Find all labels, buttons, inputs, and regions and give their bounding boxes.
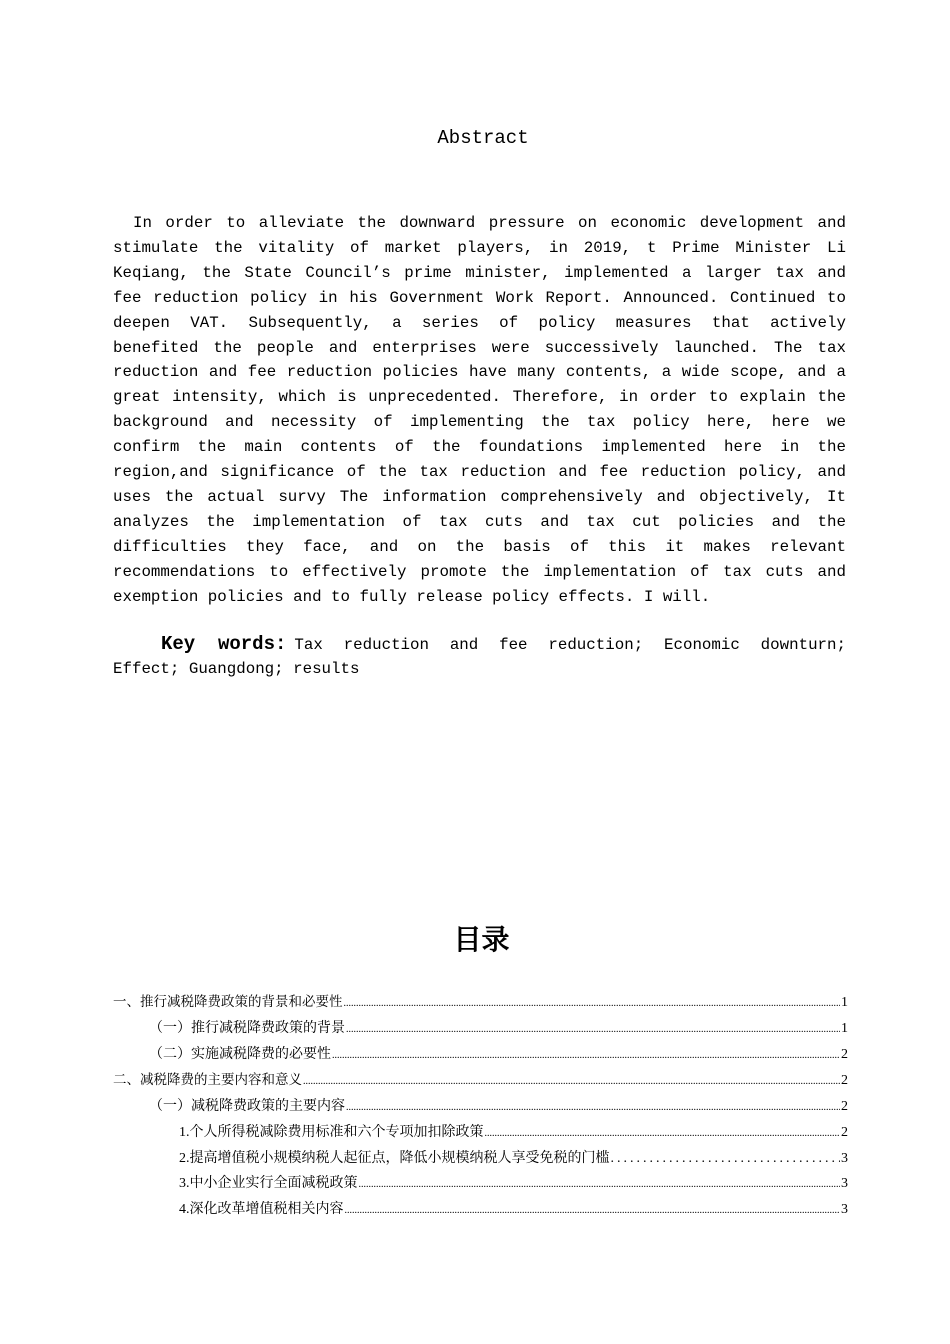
table-of-contents (113, 990, 848, 1223)
toc-entry-title: 2.提高增值税小规模纳税人起征点，降低小规模纳税人享受免税的门槛 (179, 1150, 610, 1166)
abstract-line: confirm the main contents of the foundations implemented here in the (113, 438, 846, 457)
toc-leader (359, 1172, 841, 1197)
toc-page-number: 3 (841, 1150, 848, 1166)
toc-leader (332, 1043, 840, 1068)
keywords (113, 632, 846, 682)
abstract-body (113, 211, 846, 610)
toc-page-number: 3 (841, 1175, 848, 1191)
toc-entry[interactable] (113, 1120, 848, 1146)
abstract-title: Abstract (437, 127, 529, 149)
keywords-label: Key words: (161, 632, 287, 655)
toc-page-number: 2 (841, 1072, 848, 1088)
toc-entry-title: （一）减税降费政策的主要内容 (149, 1098, 345, 1114)
keywords-text-2: Effect; Guangdong; results (113, 660, 360, 678)
abstract-line: benefited the people and enterprises were successively launched. The tax (113, 338, 846, 357)
toc-leader (346, 1017, 840, 1042)
abstract-line: fee reduction policy in his Government Work Report. Announced. Continued to (113, 288, 846, 307)
toc-leader (485, 1121, 841, 1146)
abstract-line: stimulate the vitality of market players, in 2019, t Prime Minister Li (113, 238, 846, 257)
toc-entry[interactable] (113, 1016, 848, 1042)
abstract-line: great intensity, which is unprecedented. Therefore, in order to explain the (113, 388, 846, 407)
toc-entry-title: 二、减税降费的主要内容和意义 (113, 1071, 302, 1088)
toc-entry-title: 一、推行减税降费政策的背景和必要性 (113, 993, 343, 1010)
abstract-line: recommendations to effectively promote the implementation of tax cuts and (113, 562, 846, 581)
toc-page-number: 3 (841, 1201, 848, 1217)
toc-leader (346, 1095, 840, 1120)
abstract-line: deepen VAT. Subsequently, a series of policy measures that actively (113, 313, 846, 332)
toc-entry[interactable] (113, 990, 848, 1016)
toc-leader (611, 1146, 841, 1171)
abstract-line: In order to alleviate the downward pressure on economic development and (133, 214, 846, 232)
toc-entry-title: 1.个人所得税减除费用标准和六个专项加扣除政策 (179, 1124, 484, 1140)
toc-page-number: 2 (841, 1098, 848, 1114)
abstract-line: region,and significance of the tax reduction and fee reduction policy, and (113, 463, 846, 482)
toc-page-number: 1 (841, 994, 848, 1010)
abstract-line: reduction and fee reduction policies have many contents, a wide scope, and a (113, 363, 846, 382)
toc-entry-title: （二）实施减税降费的必要性 (149, 1046, 331, 1062)
toc-entry-title: 4.深化改革增值税相关内容 (179, 1201, 344, 1217)
abstract-line: uses the actual survy The information comprehensively and objectively, It (113, 487, 846, 506)
toc-page-number: 2 (841, 1124, 848, 1140)
toc-entry[interactable] (113, 1094, 848, 1120)
toc-leader (344, 991, 841, 1016)
toc-page-number: 2 (841, 1046, 848, 1062)
toc-entry[interactable] (113, 1171, 848, 1197)
toc-leader (303, 1069, 840, 1094)
toc-entry-title: （一）推行减税降费政策的背景 (149, 1020, 345, 1036)
toc-leader (345, 1198, 841, 1223)
toc-entry-title: 3.中小企业实行全面减税政策 (179, 1175, 358, 1191)
toc-entry[interactable] (113, 1068, 848, 1094)
abstract-line: exemption policies and to fully release policy effects. I will. (113, 587, 711, 606)
toc-entry[interactable] (113, 1146, 848, 1171)
abstract-line: difficulties they face, and on the basis of this it makes relevant (113, 537, 846, 556)
toc-page-number: 1 (841, 1020, 848, 1036)
toc-title: 目录 (453, 922, 510, 956)
abstract-line: Keqiang, the State Council’s prime minister, implemented a larger tax and (113, 263, 846, 282)
abstract-line: analyzes the implementation of tax cuts and tax cut policies and the (113, 512, 846, 531)
abstract-line: background and necessity of implementing the tax policy here, here we (113, 413, 846, 432)
toc-entry[interactable] (113, 1197, 848, 1223)
toc-entry[interactable] (113, 1042, 848, 1068)
keywords-text: Tax reduction and fee reduction; Economic downturn; (294, 635, 846, 654)
